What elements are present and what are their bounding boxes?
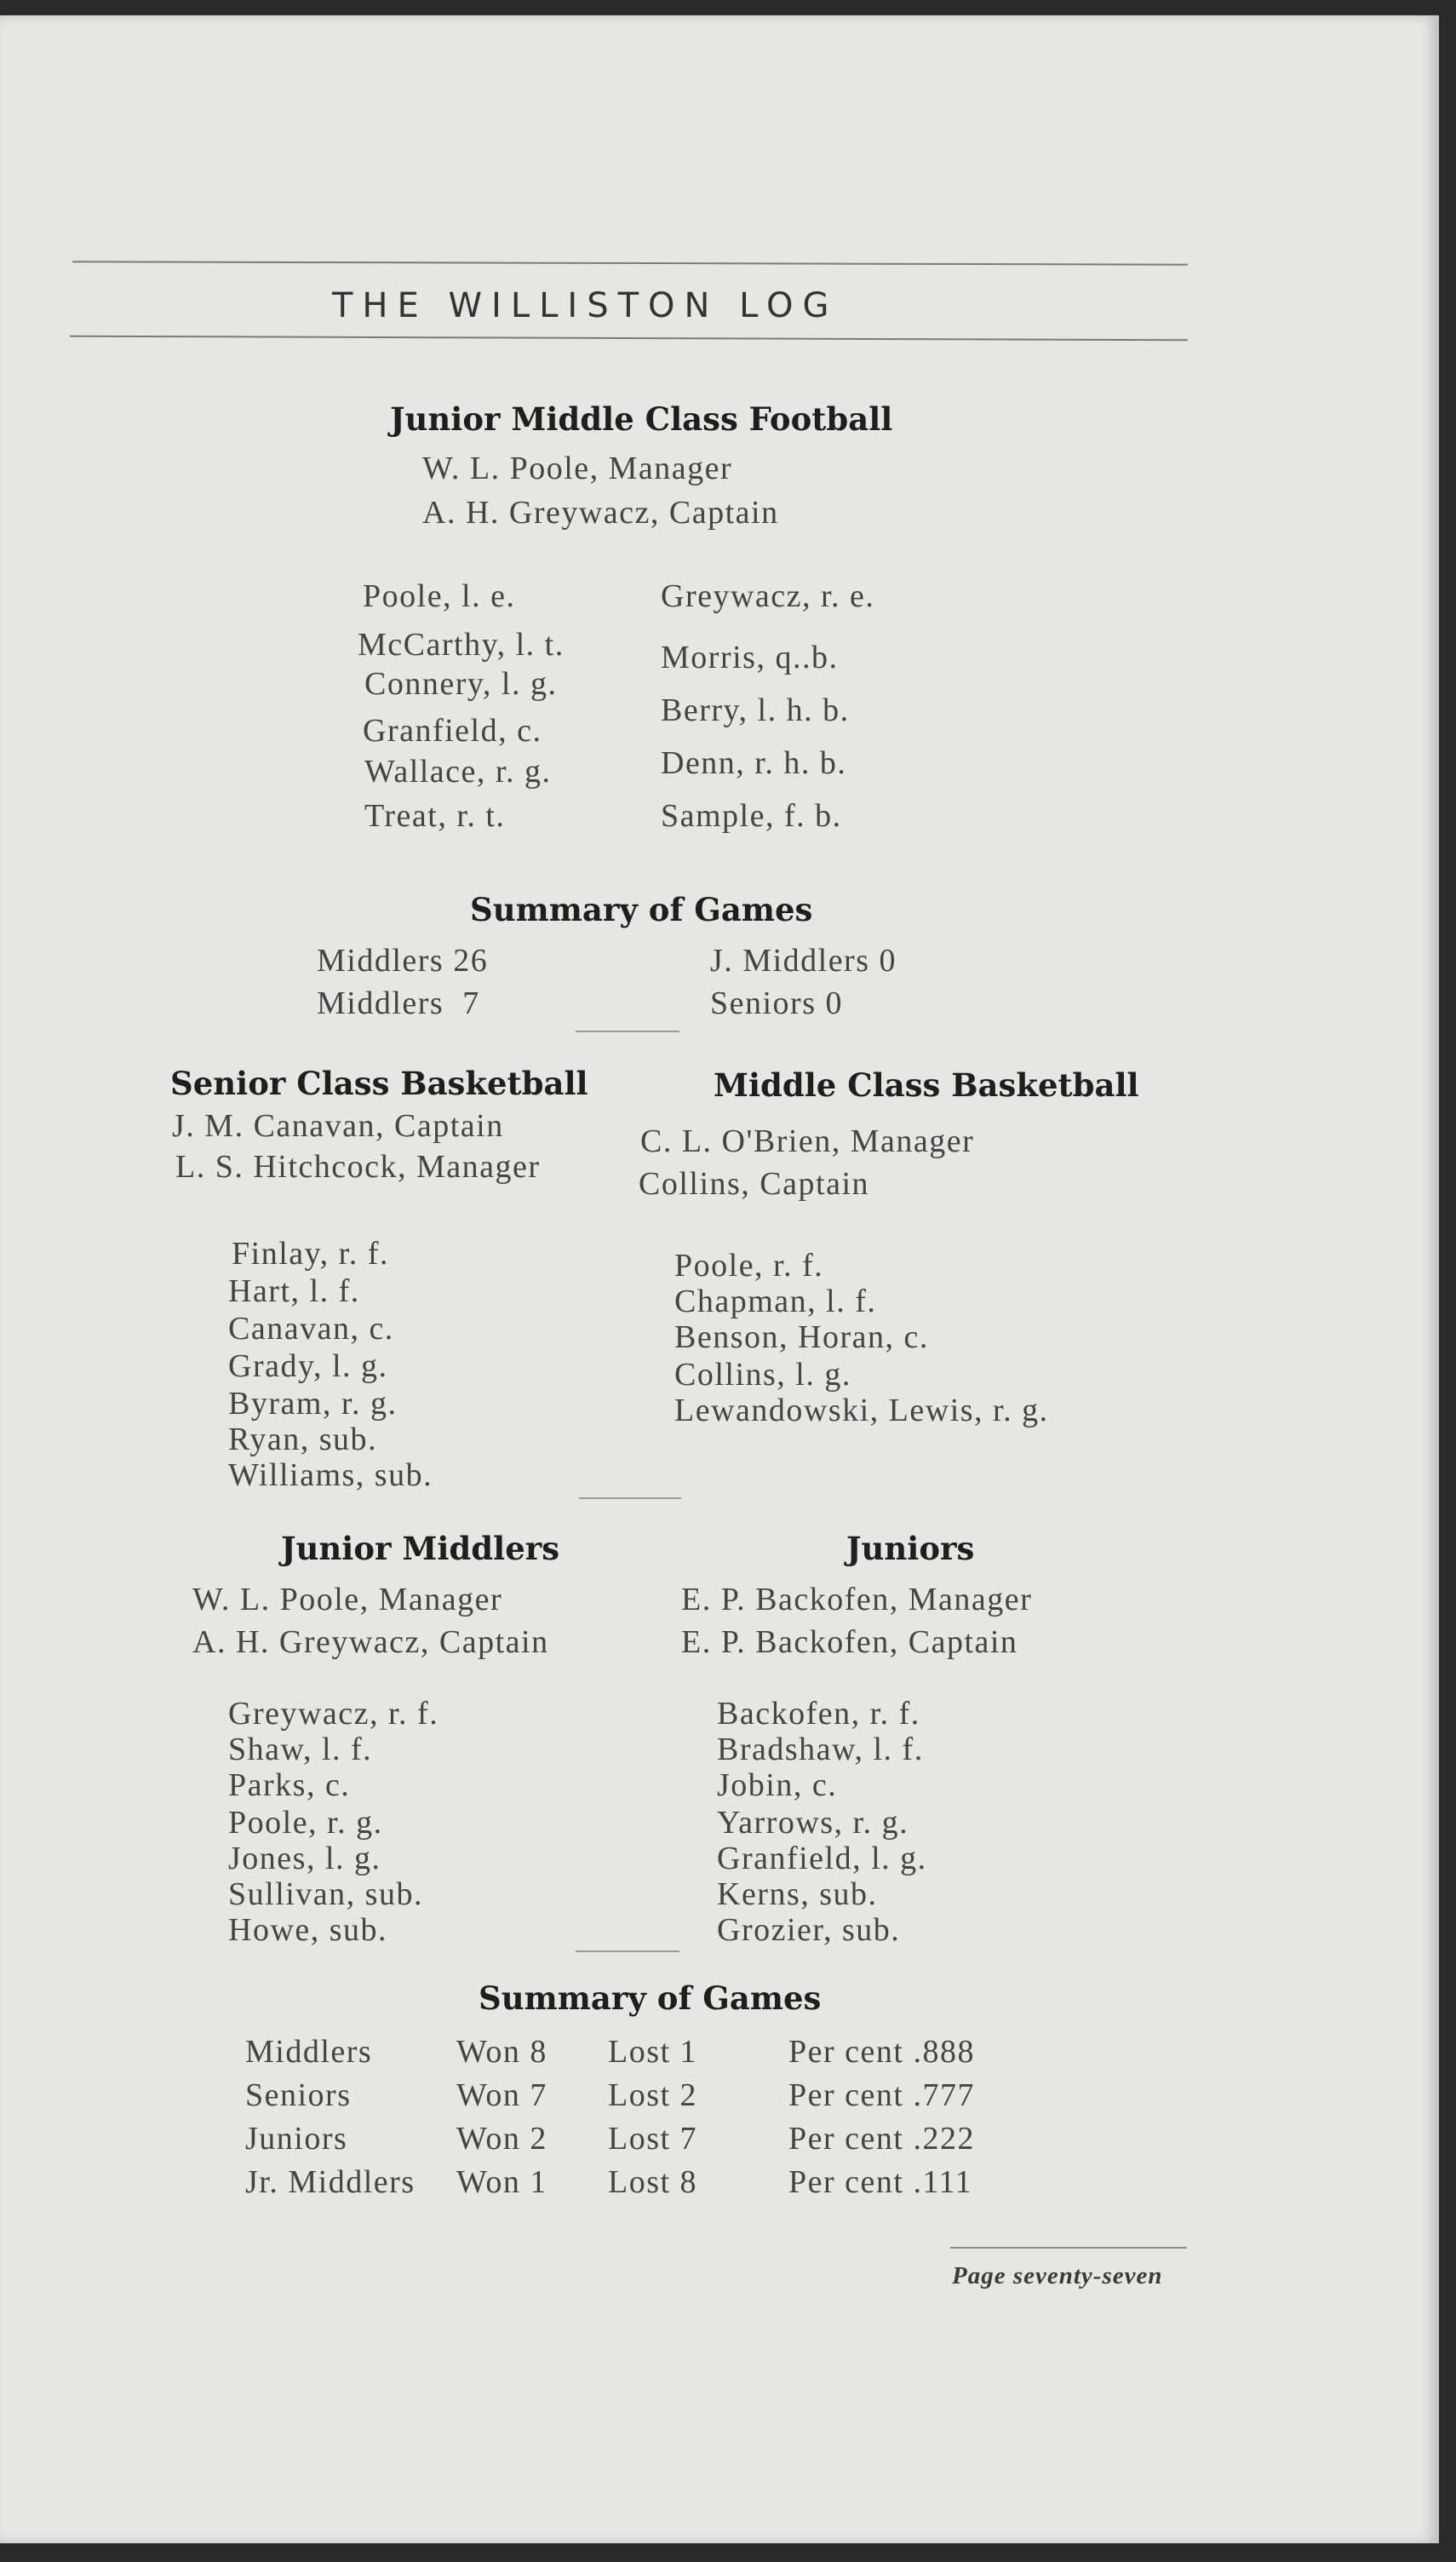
won-cell: Won 2 <box>456 2120 547 2157</box>
list-item: Hart, l. f. <box>228 1273 360 1309</box>
section-heading-middle-basketball: Middle Class Basketball <box>714 1066 1139 1104</box>
table-row <box>245 2030 975 2073</box>
pct-cell: Per cent .111 <box>788 2163 973 2200</box>
juniors-captain: E. P. Backofen, Captain <box>681 1624 1018 1660</box>
list-item: Shaw, l. f. <box>228 1732 373 1767</box>
list-item: Morris, q..b. <box>661 640 839 675</box>
senior-bb-manager: L. S. Hitchcock, Manager <box>175 1149 541 1185</box>
juniors-manager: E. P. Backofen, Manager <box>681 1582 1033 1617</box>
junior-middlers-manager: W. L. Poole, Manager <box>192 1582 503 1617</box>
divider <box>576 1950 679 1952</box>
list-item: Benson, Horan, c. <box>674 1319 929 1355</box>
divider <box>576 1031 679 1032</box>
section-heading-summary-2: Summary of Games <box>479 1979 822 2017</box>
lost-cell: Lost 1 <box>608 2033 698 2070</box>
list-item: Treat, r. t. <box>364 798 506 834</box>
lost-cell: Lost 2 <box>608 2077 698 2113</box>
summary-1-left-0: Middlers 26 <box>317 943 489 979</box>
page <box>0 15 1439 2543</box>
lost-cell: Lost 8 <box>608 2163 698 2200</box>
section-heading-junior-middlers: Junior Middlers <box>281 1530 560 1567</box>
team-cell: Seniors <box>245 2077 352 2113</box>
pct-cell: Per cent .222 <box>788 2120 975 2157</box>
page-header-title: THE WILLISTON LOG <box>332 286 839 325</box>
section-heading-summary-1: Summary of Games <box>470 891 813 928</box>
middle-bb-manager: C. L. O'Brien, Manager <box>640 1123 975 1159</box>
list-item: Jobin, c. <box>717 1767 838 1803</box>
list-item: Parks, c. <box>228 1767 351 1803</box>
team-cell: Jr. Middlers <box>245 2163 416 2200</box>
list-item: Canavan, c. <box>228 1311 394 1347</box>
list-item: Berry, l. h. b. <box>661 692 850 728</box>
summary-1-right-0: J. Middlers 0 <box>710 943 897 979</box>
list-item: Lewandowski, Lewis, r. g. <box>674 1393 1049 1428</box>
list-item: Granfield, c. <box>363 713 542 749</box>
summary-1-right-1: Seniors 0 <box>710 985 843 1021</box>
header-top-rule <box>72 261 1188 265</box>
list-item: Poole, l. e. <box>363 578 516 614</box>
list-item: Williams, sub. <box>228 1457 433 1493</box>
list-item: Backofen, r. f. <box>717 1696 920 1732</box>
section-heading-senior-basketball: Senior Class Basketball <box>170 1065 588 1102</box>
list-item: Ryan, sub. <box>228 1422 377 1457</box>
list-item: Connery, l. g. <box>364 666 558 702</box>
team-cell: Juniors <box>245 2120 348 2157</box>
summary-2-table <box>245 2030 975 2203</box>
list-item: Yarrows, r. g. <box>717 1805 909 1841</box>
header-bottom-rule <box>70 336 1188 342</box>
section-heading-jm-football: Junior Middle Class Football <box>390 400 893 438</box>
list-item: Collins, l. g. <box>674 1357 851 1393</box>
list-item: Greywacz, r. e. <box>661 578 875 614</box>
table-row <box>245 2160 975 2203</box>
list-item: Wallace, r. g. <box>364 754 552 790</box>
list-item: Chapman, l. f. <box>674 1284 877 1319</box>
lost-cell: Lost 7 <box>608 2120 698 2157</box>
list-item: Sullivan, sub. <box>228 1876 423 1912</box>
list-item: Finlay, r. f. <box>232 1236 389 1272</box>
won-cell: Won 8 <box>456 2033 547 2070</box>
section-heading-juniors: Juniors <box>846 1530 975 1567</box>
team-cell: Middlers <box>245 2033 373 2070</box>
list-item: Denn, r. h. b. <box>661 745 847 781</box>
jm-football-captain: A. H. Greywacz, Captain <box>422 495 779 531</box>
footer-rule <box>950 2247 1187 2249</box>
list-item: Sample, f. b. <box>661 798 842 834</box>
list-item: Byram, r. g. <box>228 1386 398 1422</box>
middle-bb-captain: Collins, Captain <box>639 1166 869 1202</box>
list-item: Jones, l. g. <box>228 1841 381 1876</box>
junior-middlers-captain: A. H. Greywacz, Captain <box>192 1624 549 1660</box>
jm-football-manager: W. L. Poole, Manager <box>422 451 733 486</box>
list-item: Greywacz, r. f. <box>228 1696 439 1732</box>
list-item: Grozier, sub. <box>717 1912 901 1948</box>
list-item: Bradshaw, l. f. <box>717 1732 924 1767</box>
won-cell: Won 1 <box>456 2163 547 2200</box>
list-item: Kerns, sub. <box>717 1876 878 1912</box>
pct-cell: Per cent .777 <box>788 2077 975 2113</box>
list-item: McCarthy, l. t. <box>358 627 565 663</box>
list-item: Poole, r. f. <box>674 1248 824 1284</box>
list-item: Poole, r. g. <box>228 1805 383 1841</box>
table-row <box>245 2073 975 2117</box>
list-item: Grady, l. g. <box>228 1348 388 1384</box>
senior-bb-captain: J. M. Canavan, Captain <box>172 1108 504 1144</box>
summary-1-left-1: Middlers 7 <box>317 985 480 1021</box>
table-row <box>245 2117 975 2160</box>
divider <box>579 1497 681 1499</box>
page-number: Page seventy-seven <box>952 2262 1163 2289</box>
pct-cell: Per cent .888 <box>788 2033 975 2070</box>
won-cell: Won 7 <box>456 2077 547 2113</box>
list-item: Howe, sub. <box>228 1912 388 1948</box>
list-item: Granfield, l. g. <box>717 1841 927 1876</box>
